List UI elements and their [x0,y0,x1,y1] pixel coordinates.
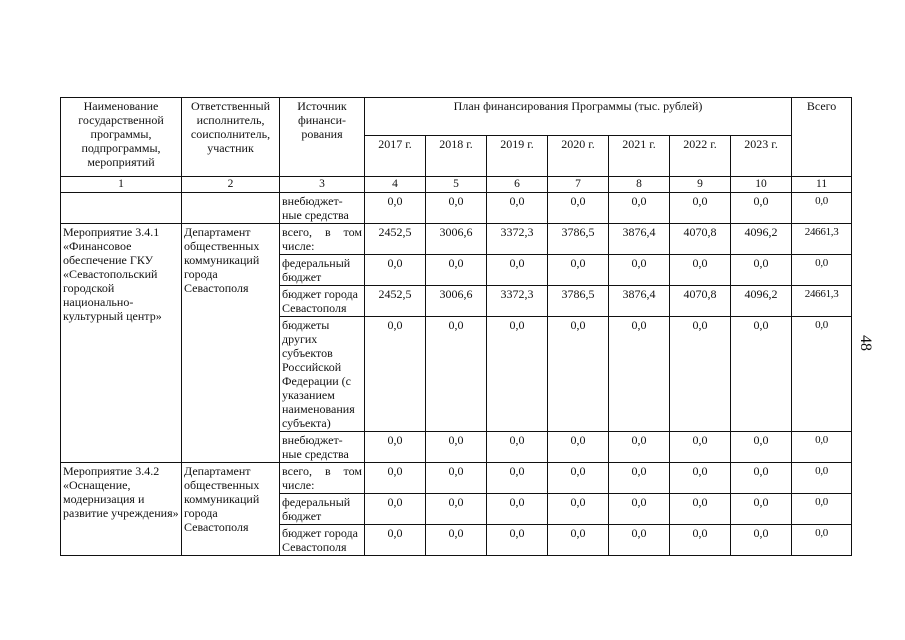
value-cell: 3786,5 [548,224,609,255]
value-cell: 0,0 [670,463,731,494]
value-cell: 3006,6 [426,224,487,255]
value-cell: 0,0 [731,255,792,286]
value-cell: 0,0 [548,432,609,463]
value-cell: 0,0 [365,463,426,494]
value-cell: 0,0 [670,494,731,525]
table-row [61,224,852,255]
source-cell: бюджет города Севастополя [280,286,365,317]
col-number: 1 [61,177,182,193]
source-cell: федеральный бюджет [280,255,365,286]
empty-cell [182,193,280,224]
value-cell: 0,0 [609,255,670,286]
value-cell: 0,0 [731,525,792,556]
value-cell: 4096,2 [731,286,792,317]
value-cell: 0,0 [609,494,670,525]
total-cell: 0,0 [792,255,852,286]
table-row [61,193,852,224]
value-cell: 0,0 [670,525,731,556]
value-cell: 0,0 [731,317,792,432]
financing-table [60,97,852,556]
value-cell: 0,0 [609,463,670,494]
measure-name: Мероприятие 3.4.2 «Оснащение, модернизация и развитие учреждения» [61,463,182,556]
year-2023: 2023 г. [731,136,792,177]
header-source: Источник финанси-рования [280,98,365,177]
value-cell: 3786,5 [548,286,609,317]
value-cell: 0,0 [365,317,426,432]
value-cell: 0,0 [670,432,731,463]
total-cell: 0,0 [792,432,852,463]
value-cell: 0,0 [426,463,487,494]
total-cell: 0,0 [792,317,852,432]
value-cell: 0,0 [548,463,609,494]
source-cell: федеральный бюджет [280,494,365,525]
col-number: 9 [670,177,731,193]
page-number: 48 [857,335,874,351]
value-cell: 0,0 [670,193,731,224]
header-plan: План финансирования Программы (тыс. рублей) [365,98,792,136]
source-cell: бюджет города Севастополя [280,525,365,556]
value-cell: 0,0 [365,432,426,463]
value-cell: 3876,4 [609,286,670,317]
value-cell: 3372,3 [487,224,548,255]
value-cell: 0,0 [426,494,487,525]
measure-executor: Департамент общественных коммуникаций города Севастополя [182,463,280,556]
col-number: 5 [426,177,487,193]
value-cell: 3876,4 [609,224,670,255]
value-cell: 4070,8 [670,224,731,255]
year-2018: 2018 г. [426,136,487,177]
header-program-name: Наименование государственной программы, подпрограммы, мероприятий [61,98,182,177]
value-cell: 2452,5 [365,224,426,255]
value-cell: 0,0 [548,494,609,525]
year-2020: 2020 г. [548,136,609,177]
total-cell: 0,0 [792,494,852,525]
value-cell: 0,0 [731,193,792,224]
value-cell: 0,0 [670,317,731,432]
value-cell: 0,0 [609,432,670,463]
year-2017: 2017 г. [365,136,426,177]
year-2022: 2022 г. [670,136,731,177]
value-cell: 0,0 [365,193,426,224]
value-cell: 0,0 [609,525,670,556]
value-cell: 0,0 [487,494,548,525]
year-2021: 2021 г. [609,136,670,177]
value-cell: 4070,8 [670,286,731,317]
value-cell: 0,0 [487,193,548,224]
value-cell: 2452,5 [365,286,426,317]
value-cell: 0,0 [487,432,548,463]
total-cell: 0,0 [792,525,852,556]
value-cell: 0,0 [426,317,487,432]
value-cell: 0,0 [609,317,670,432]
measure-executor: Департамент общественных коммуникаций города Севастополя [182,224,280,463]
col-number: 7 [548,177,609,193]
source-cell: всего, в том числе: [280,224,365,255]
col-number: 8 [609,177,670,193]
value-cell: 4096,2 [731,224,792,255]
header-total: Всего [792,98,852,177]
table-row [61,463,852,494]
value-cell: 3372,3 [487,286,548,317]
value-cell: 0,0 [426,255,487,286]
source-cell: внебюджет-ные средства [280,432,365,463]
year-2019: 2019 г. [487,136,548,177]
col-number: 3 [280,177,365,193]
value-cell: 0,0 [365,525,426,556]
value-cell: 0,0 [365,255,426,286]
source-cell: бюджеты других субъектов Российской Федерации (с указанием наименования субъекта) [280,317,365,432]
total-cell: 0,0 [792,193,852,224]
value-cell: 0,0 [487,525,548,556]
header-executor: Ответственный исполнитель, соисполнитель, участник [182,98,280,177]
source-cell: всего, в том числе: [280,463,365,494]
value-cell: 0,0 [487,463,548,494]
column-numbers-row [61,177,852,193]
col-number: 11 [792,177,852,193]
value-cell: 0,0 [548,255,609,286]
value-cell: 0,0 [487,317,548,432]
value-cell: 3006,6 [426,286,487,317]
value-cell: 0,0 [426,432,487,463]
value-cell: 0,0 [731,432,792,463]
value-cell: 0,0 [731,463,792,494]
total-cell: 0,0 [792,463,852,494]
col-number: 6 [487,177,548,193]
col-number: 4 [365,177,426,193]
measure-name: Мероприятие 3.4.1 «Финансовое обеспечение ГКУ «Севастопольский городской национально-культурный центр» [61,224,182,463]
source-cell: внебюджет-ные средства [280,193,365,224]
total-cell: 24661,3 [792,286,852,317]
value-cell: 0,0 [548,525,609,556]
value-cell: 0,0 [426,525,487,556]
value-cell: 0,0 [548,317,609,432]
value-cell: 0,0 [487,255,548,286]
total-cell: 24661,3 [792,224,852,255]
value-cell: 0,0 [609,193,670,224]
col-number: 10 [731,177,792,193]
col-number: 2 [182,177,280,193]
value-cell: 0,0 [670,255,731,286]
empty-cell [61,193,182,224]
value-cell: 0,0 [548,193,609,224]
value-cell: 0,0 [365,494,426,525]
value-cell: 0,0 [731,494,792,525]
value-cell: 0,0 [426,193,487,224]
